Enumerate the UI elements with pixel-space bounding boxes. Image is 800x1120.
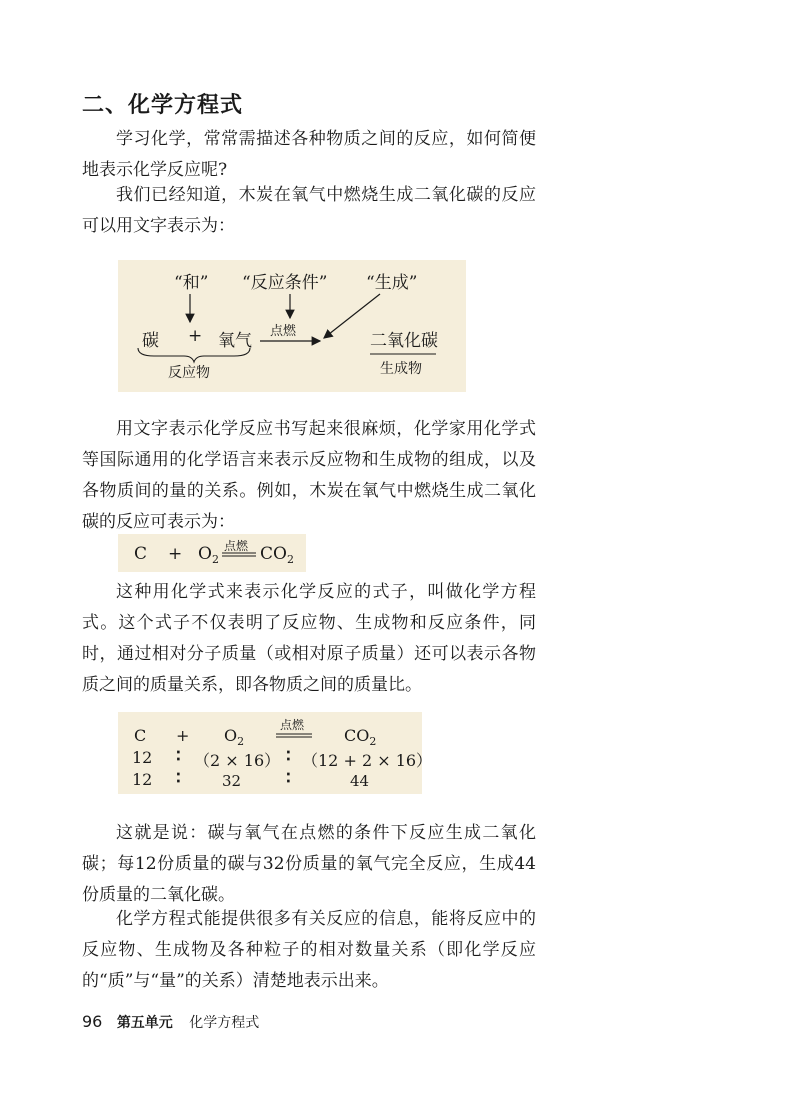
products-label: 生成物 [380, 361, 422, 377]
mt-r1-plus: + [176, 726, 190, 745]
footer-unit: 第五单元 [116, 1015, 173, 1031]
mt-r1-oxygen: $O_2$ [224, 726, 245, 748]
mt-r1-carbon: C [134, 726, 147, 745]
mt-r2-oxygen: （2 × 16） [194, 751, 281, 770]
reactants-label: 反应物 [168, 365, 210, 381]
word-carbon: 碳 [142, 331, 159, 351]
mt-r2-carbon: 12 [132, 748, 153, 767]
page-footer [82, 1012, 259, 1032]
mt-r3-colon-2: ∶ [286, 768, 291, 789]
mt-r3-oxygen: 32 [222, 772, 242, 790]
mt-r2-colon-1: ∶ [176, 746, 181, 767]
mt-r2-co2: （12 + 2 × 16） [302, 751, 433, 770]
eq-carbon: C [134, 544, 148, 564]
word-oxygen: 氧气 [218, 331, 252, 351]
section-title: 二、化学方程式 [82, 93, 244, 118]
paragraph-3: 用文字表示化学反应书写起来很麻烦，化学家用化学式等国际通用的化学语言来表示反应物和生成物的组成，以及各物质间的量的关系。例如，木炭在氧气中燃烧生成二氧化碳的反应可表示为： [82, 419, 536, 532]
chemical-equation [118, 534, 306, 572]
paragraph-5: 这就是说：碳与氧气在点燃的条件下反应生成二氧化碳；每12份质量的碳与32份质量的氧气完全反应，生成44份质量的二氧化碳。 [82, 823, 536, 905]
paragraph-2: 我们已经知道，木炭在氧气中燃烧生成二氧化碳的反应可以用文字表示为： [82, 185, 536, 236]
word-ignite-condition: 点燃 [270, 324, 297, 339]
page-number: 96 [82, 1012, 103, 1031]
label-and: “和” [174, 273, 209, 293]
label-produce: “生成” [366, 273, 418, 293]
eq-co2: $CO_2$ [260, 544, 294, 566]
mt-r3-carbon: 12 [132, 770, 153, 789]
word-co2: 二氧化碳 [370, 331, 438, 351]
mt-r1-co2: $CO_2$ [344, 726, 377, 748]
label-condition: “反应条件” [242, 273, 328, 293]
mt-r2-colon-2: ∶ [286, 746, 291, 767]
mt-r3-co2: 44 [350, 772, 370, 790]
eq-plus: + [168, 544, 183, 564]
eq-ignite-condition: 点燃 [224, 539, 249, 553]
paragraph-4: 这种用化学式来表示化学反应的式子，叫做化学方程式。这个式子不仅表明了反应物、生成物和反应条件，同时，通过相对分子质量（或相对原子质量）还可以表示各物质之间的质量关系，即各物质之间的质量比。 [82, 582, 536, 695]
paragraph-1: 学习化学，常常需描述各种物质之间的反应，如何简便地表示化学反应呢? [82, 129, 536, 180]
mass-ratio-table [118, 712, 433, 794]
mt-ignite-condition: 点燃 [280, 718, 305, 732]
paragraph-6: 化学方程式能提供很多有关反应的信息，能将反应中的反应物、生成物及各种粒子的相对数量关系（即化学反应的“质”与“量”的关系）清楚地表示出来。 [82, 909, 536, 991]
footer-chapter: 化学方程式 [189, 1015, 260, 1031]
eq-oxygen: $O_2$ [198, 544, 219, 566]
word-plus: + [188, 326, 203, 346]
mt-r3-colon-1: ∶ [176, 768, 181, 789]
word-equation-diagram [118, 260, 466, 392]
